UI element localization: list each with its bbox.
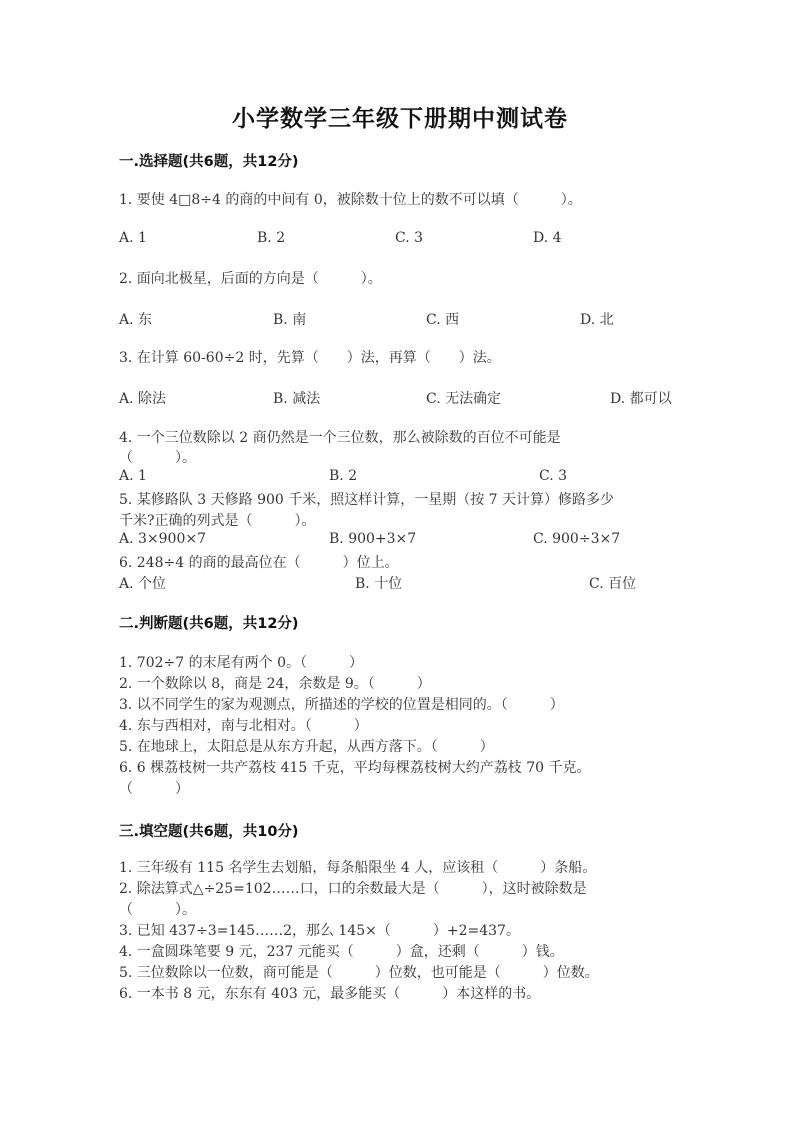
question-text-cont: 千米?正确的列式是（ ）。: [119, 513, 316, 529]
question-text-cont: （ ）。: [119, 450, 196, 466]
option: B. 减法: [273, 391, 321, 407]
option: A. 3×900×7: [119, 531, 207, 547]
question-text: 5. 在地球上，太阳总是从东方升起，从西方落下。（ ）: [119, 739, 494, 755]
question-text: 1. 702÷7 的末尾有两个 0。（ ）: [119, 655, 363, 671]
question-text: 2. 除法算式△÷25=102……口，口的余数最大是（ ），这时被除数是: [119, 881, 587, 897]
option: C. 西: [426, 312, 460, 328]
section-heading-choice: 一.选择题(共6题，共12分): [119, 154, 299, 170]
question-text: 4. 一个三位数除以 2 商仍然是一个三位数，那么被除数的百位不可能是: [119, 430, 561, 446]
option: C. 3: [539, 468, 568, 484]
question-text-cont: （ ）: [119, 781, 189, 797]
question-text: 5. 某修路队 3 天修路 900 千米，照这样计算，一星期（按 7 天计算）修路多少: [119, 492, 615, 508]
option: A. 1: [119, 468, 147, 484]
option: B. 南: [273, 312, 307, 328]
question-text: 5. 三位数除以一位数，商可能是（ ）位数，也可能是（ ）位数。: [119, 965, 599, 981]
question-text: 1. 要使 4□8÷4 的商的中间有 0，被除数十位上的数不可以填（ ）。: [119, 192, 582, 208]
question-text: 3. 已知 437÷3=145……2，那么 145×（ ）+2=437。: [119, 923, 520, 939]
question-text: 4. 东与西相对，南与北相对。（ ）: [119, 718, 368, 734]
option: A. 东: [119, 312, 153, 328]
question-text: 6. 6 棵荔枝树一共产荔枝 415 千克，平均每棵荔枝树大约产荔枝 70 千克。: [119, 760, 591, 776]
option: A. 除法: [119, 391, 167, 407]
option: C. 900÷3×7: [533, 531, 621, 547]
question-text: 6. 248÷4 的商的最高位在（ ）位上。: [119, 555, 399, 571]
page-title: 小学数学三年级下册期中测试卷: [232, 106, 568, 132]
question-text: 1. 三年级有 115 名学生去划船，每条船限坐 4 人，应该租（ ）条船。: [119, 860, 597, 876]
question-text: 2. 一个数除以 8，商是 24，余数是 9。（ ）: [119, 676, 431, 692]
question-text: 2. 面向北极星，后面的方向是（ ）。: [119, 271, 382, 287]
option: A. 1: [119, 230, 147, 246]
option: D. 北: [580, 312, 614, 328]
question-text: 6. 一本书 8 元，东东有 403 元，最多能买（ ）本这样的书。: [119, 986, 541, 1002]
question-text: 3. 以不同学生的家为观测点，所描述的学校的位置是相同的。（ ）: [119, 697, 564, 713]
question-text: 3. 在计算 60-60÷2 时，先算（ ）法，再算（ ）法。: [119, 350, 501, 366]
option: D. 都可以: [610, 391, 672, 407]
option: B. 十位: [355, 576, 403, 592]
section-heading-judge: 二.判断题(共6题，共12分): [119, 616, 299, 632]
option: C. 无法确定: [426, 391, 502, 407]
option: B. 2: [257, 230, 286, 246]
option: C. 3: [395, 230, 424, 246]
question-text: 4. 一盒圆珠笔要 9 元，237 元能买（ ）盒，还剩（ ）钱。: [119, 944, 564, 960]
option: C. 百位: [589, 576, 637, 592]
option: A. 个位: [119, 576, 167, 592]
question-text-cont: （ ）。: [119, 902, 196, 918]
section-heading-fill: 三.填空题(共6题，共10分): [119, 824, 299, 840]
option: B. 900+3×7: [329, 531, 417, 547]
option: D. 4: [533, 230, 562, 246]
option: B. 2: [329, 468, 358, 484]
